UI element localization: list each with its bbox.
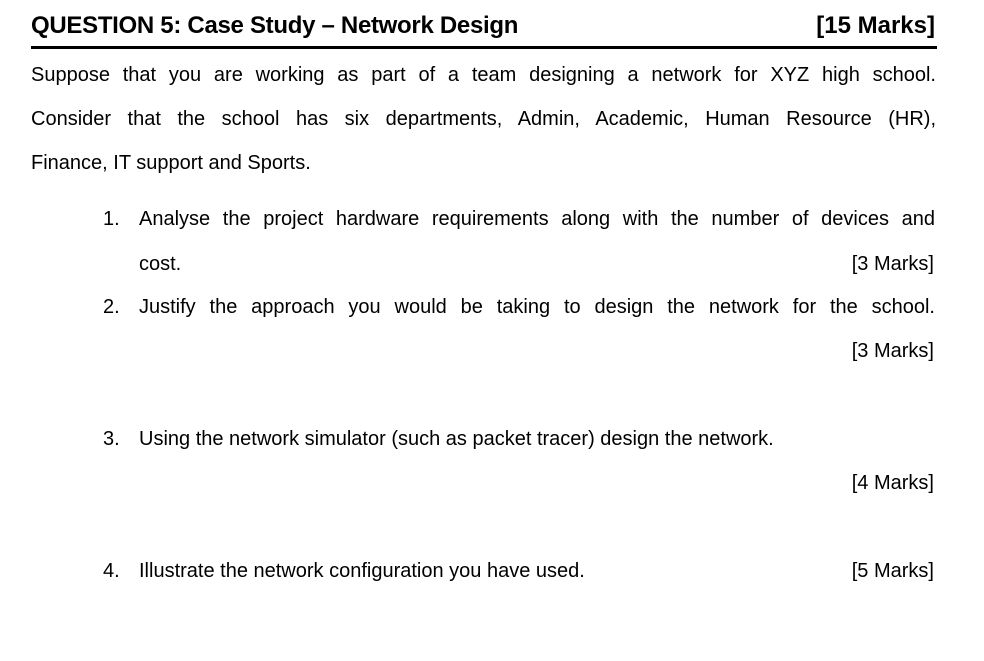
question-2-number: 2. xyxy=(103,296,120,318)
question-3-text-line-1: Using the network simulator (such as packet tracer) design the network. xyxy=(139,428,774,450)
question-title: QUESTION 5: Case Study – Network Design xyxy=(31,12,519,39)
question-4-number: 4. xyxy=(103,560,120,582)
intro-line-3: Finance, IT support and Sports. xyxy=(31,152,311,174)
question-1-number: 1. xyxy=(103,208,120,230)
question-2-text-line-1: Justify the approach you would be taking to design the network for the school. xyxy=(139,296,935,318)
question-4-marks: [5 Marks] xyxy=(851,560,934,582)
intro-line-2: Consider that the school has six departments, Admin, Academic, Human Resource (HR), xyxy=(31,108,936,130)
intro-line-1: Suppose that you are working as part of a team designing a network for XYZ high school. xyxy=(31,64,936,86)
question-1-text-line-1: Analyse the project hardware requirements along with the number of devices and xyxy=(139,208,935,230)
question-1-text-line-2: cost. xyxy=(139,253,182,275)
question-3-marks: [4 Marks] xyxy=(851,472,934,494)
question-total-marks: [15 Marks] xyxy=(816,12,935,39)
question-1-marks: [3 Marks] xyxy=(851,253,934,275)
question-header xyxy=(31,10,937,49)
question-3-number: 3. xyxy=(103,428,120,450)
question-2-marks: [3 Marks] xyxy=(851,340,934,362)
question-4-text-line-1: Illustrate the network configuration you have used. xyxy=(139,560,585,582)
